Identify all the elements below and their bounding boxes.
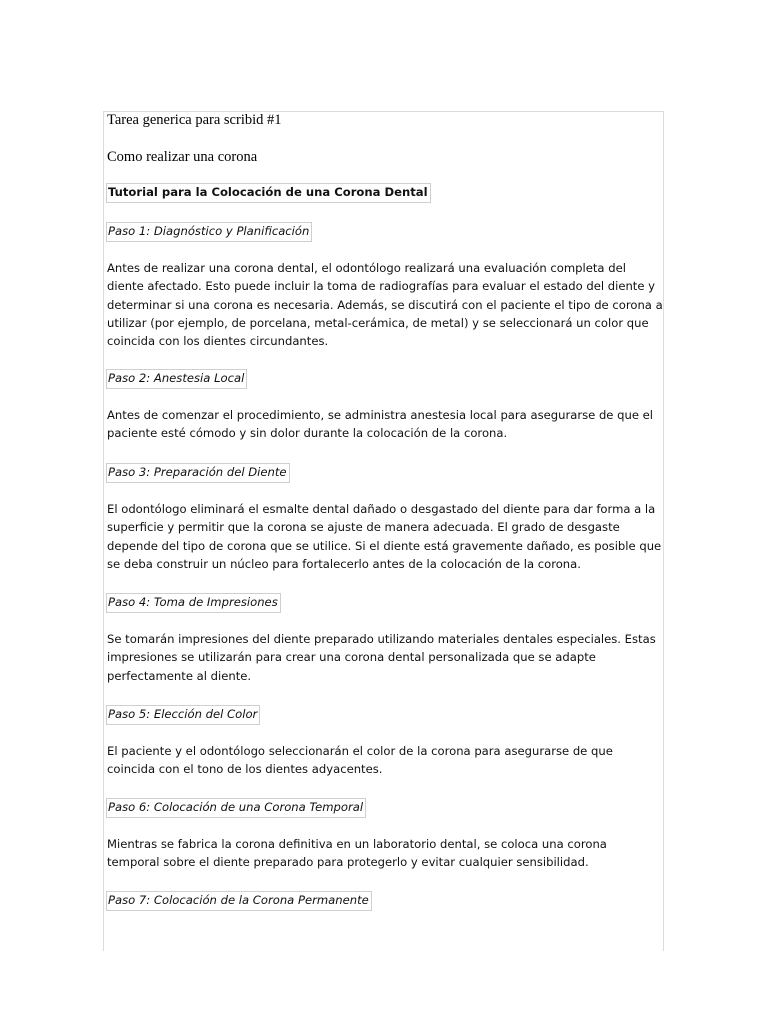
step-7-heading: Paso 7: Colocación de la Corona Permanente (106, 891, 372, 911)
document-page (103, 111, 664, 951)
step-6-heading: Paso 6: Colocación de una Corona Temporal (106, 798, 366, 818)
step-2-heading: Paso 2: Anestesia Local (106, 369, 247, 389)
document-title: Tutorial para la Colocación de una Corona Dental (106, 183, 431, 203)
document-subtitle: Como realizar una corona (107, 149, 258, 165)
step-6-body: Mientras se fabrica la corona definitiva en un laboratorio dental, se coloca una corona temporal sobre el diente preparado para protegerlo y evitar cualquier sensibilidad. (107, 837, 607, 870)
step-3-heading: Paso 3: Preparación del Diente (106, 463, 290, 483)
step-4-body: Se tomarán impresiones del diente preparado utilizando materiales dentales especiales. Estas impresiones se utilizarán para crear una corona dental personalizada que se adapte perfectamente al diente. (107, 632, 656, 683)
header-line: Tarea generica para scribid #1 (107, 112, 282, 128)
step-1-body: Antes de realizar una corona dental, el odontólogo realizará una evaluación completa del diente afectado. Esto puede incluir la toma de radiografías para evaluar el estado del diente y determinar si una corona es necesaria. Además, se discutirá con el paciente el tipo de corona a utilizar (por ejemplo, de porcelana, metal-cerámica, de metal) y se seleccionará un color que coincida con los dientes circundantes. (107, 261, 663, 349)
step-5-body: El paciente y el odontólogo seleccionarán el color de la corona para asegurarse de que coincida con el tono de los dientes adyacentes. (107, 744, 613, 777)
step-2-body: Antes de comenzar el procedimiento, se administra anestesia local para asegurarse de que el paciente esté cómodo y sin dolor durante la colocación de la corona. (107, 408, 654, 441)
step-4-heading: Paso 4: Toma de Impresiones (106, 593, 281, 613)
step-1-heading: Paso 1: Diagnóstico y Planificación (106, 222, 312, 242)
step-3-body: El odontólogo eliminará el esmalte dental dañado o desgastado del diente para dar forma a la superficie y permitir que la corona se ajuste de manera adecuada. El grado de desgaste depende del tipo de corona que se utilice. Si el diente está gravemente dañado, es posible que se deba construir un núcleo para fortalecerlo antes de la colocación de la corona. (107, 502, 662, 571)
step-5-heading: Paso 5: Elección del Color (106, 705, 260, 725)
